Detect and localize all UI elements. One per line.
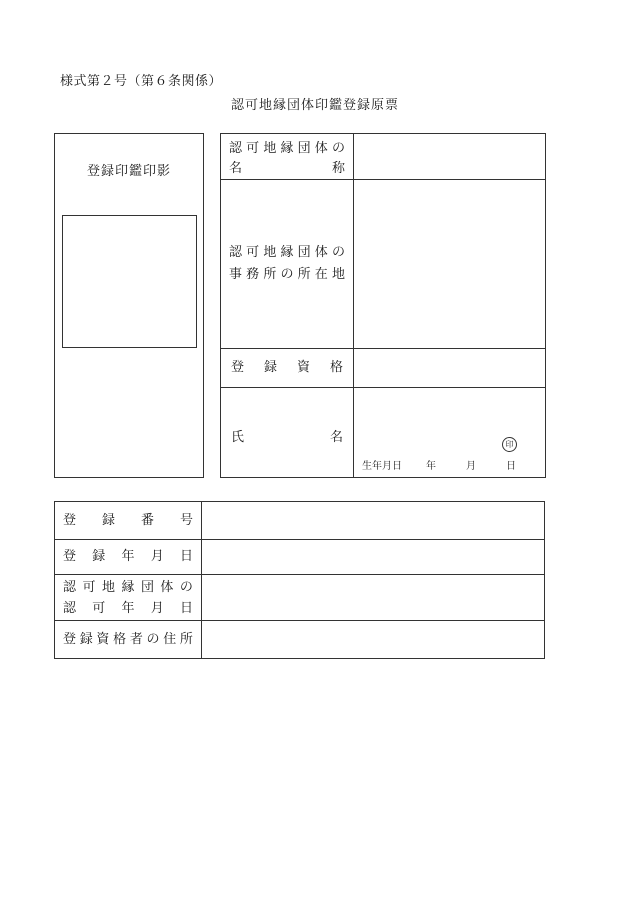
label-char: 年 — [121, 601, 135, 616]
label-char: 認 — [229, 141, 243, 156]
registration-table — [54, 501, 545, 659]
label-char: 地 — [263, 141, 277, 156]
label-char: 在 — [314, 267, 328, 282]
label-char: 号 — [179, 513, 193, 528]
row-registration-number — [55, 502, 544, 540]
row-holder-address — [55, 621, 544, 658]
registration-date-field[interactable] — [202, 540, 544, 574]
approval-date-label-line2 — [63, 598, 193, 619]
holder-address-field[interactable] — [202, 621, 544, 658]
registration-qualification-label — [221, 349, 354, 387]
label-char: 名 — [229, 161, 243, 176]
label-char: 体 — [160, 580, 174, 595]
approval-date-field[interactable] — [202, 575, 544, 620]
person-name-label — [221, 388, 354, 477]
label-char: 番 — [140, 513, 154, 528]
registration-number-field[interactable] — [202, 502, 544, 539]
office-address-label — [221, 180, 354, 348]
registration-date-label — [55, 540, 202, 574]
holder-address-label — [55, 621, 202, 658]
label-char: 認 — [63, 580, 77, 595]
label-char: 縁 — [280, 141, 294, 156]
registration-number-label — [55, 502, 202, 539]
label-char: の — [331, 245, 345, 260]
row-approval-date — [55, 575, 544, 621]
organization-name-label — [221, 134, 354, 179]
label-char: 日 — [179, 549, 193, 564]
label-char: 縁 — [121, 580, 135, 595]
label-char: 住 — [163, 632, 177, 647]
birth-year-label: 年 — [426, 461, 436, 472]
label-char: 縁 — [280, 245, 294, 260]
label-char: 資 — [296, 360, 310, 375]
label-char: 氏 — [231, 430, 245, 445]
label-char: 録 — [92, 549, 106, 564]
label-char: 録 — [263, 360, 277, 375]
label-char: 所 — [263, 267, 277, 282]
label-char: 名 — [329, 430, 343, 445]
seal-impression-area[interactable] — [62, 215, 197, 348]
label-char: 地 — [101, 580, 115, 595]
label-char: 認 — [63, 601, 77, 616]
label-char: 可 — [92, 601, 106, 616]
label-char: 資 — [96, 632, 110, 647]
organization-name-label-line2 — [229, 159, 345, 179]
label-char: 地 — [331, 267, 345, 282]
seal-impression-box — [54, 133, 204, 478]
organization-name-label-line1 — [229, 139, 345, 159]
page-title: 認可地縁団体印鑑登録原票 — [230, 98, 399, 113]
office-address-label-line2 — [229, 264, 345, 286]
label-char: 事 — [229, 267, 243, 282]
birth-day-label: 日 — [506, 461, 516, 472]
label-char: 月 — [150, 549, 164, 564]
label-char: 格 — [113, 632, 127, 647]
label-char: 可 — [82, 580, 96, 595]
office-address-label-line1 — [229, 242, 345, 264]
label-char: 体 — [314, 245, 328, 260]
label-char: 登 — [63, 549, 77, 564]
label-char: の — [179, 580, 193, 595]
label-char: の — [331, 141, 345, 156]
birth-date-line — [362, 457, 516, 472]
label-char: 格 — [329, 360, 343, 375]
label-char: 登 — [63, 513, 77, 528]
label-char: 録 — [101, 513, 115, 528]
approval-date-label — [55, 575, 202, 620]
label-char: 登 — [231, 360, 245, 375]
organization-info-table — [220, 133, 546, 478]
label-char: の — [280, 267, 294, 282]
birth-month-label: 月 — [466, 461, 476, 472]
row-registration-date — [55, 540, 544, 575]
label-char: 団 — [297, 245, 311, 260]
person-name-field[interactable] — [354, 388, 545, 477]
registration-qualification-field[interactable] — [354, 349, 545, 387]
label-char: 可 — [246, 245, 260, 260]
label-char: 可 — [246, 141, 260, 156]
seal-mark-icon: 印 — [502, 437, 517, 452]
row-office-address — [221, 180, 545, 349]
label-char: 所 — [297, 267, 311, 282]
label-char: 者 — [129, 632, 143, 647]
label-char: 団 — [297, 141, 311, 156]
label-char: 称 — [331, 161, 345, 176]
form-number: 様式第２号（第６条関係） — [60, 74, 223, 89]
row-organization-name — [221, 134, 545, 180]
label-char: 日 — [179, 601, 193, 616]
label-char: 月 — [150, 601, 164, 616]
row-registration-qualification — [221, 349, 545, 388]
label-char: 所 — [179, 632, 193, 647]
birth-date-label: 生年月日 — [362, 461, 402, 472]
label-char: 地 — [263, 245, 277, 260]
row-person-name — [221, 388, 545, 477]
label-char: の — [146, 632, 160, 647]
approval-date-label-line1 — [63, 577, 193, 598]
label-char: 体 — [314, 141, 328, 156]
label-char: 録 — [79, 632, 93, 647]
label-char: 認 — [229, 245, 243, 260]
label-char: 登 — [63, 632, 77, 647]
label-char: 年 — [121, 549, 135, 564]
seal-impression-label: 登録印鑑印影 — [86, 164, 171, 179]
label-char: 務 — [246, 267, 260, 282]
organization-name-field[interactable] — [354, 134, 545, 179]
label-char: 団 — [140, 580, 154, 595]
office-address-field[interactable] — [354, 180, 545, 348]
